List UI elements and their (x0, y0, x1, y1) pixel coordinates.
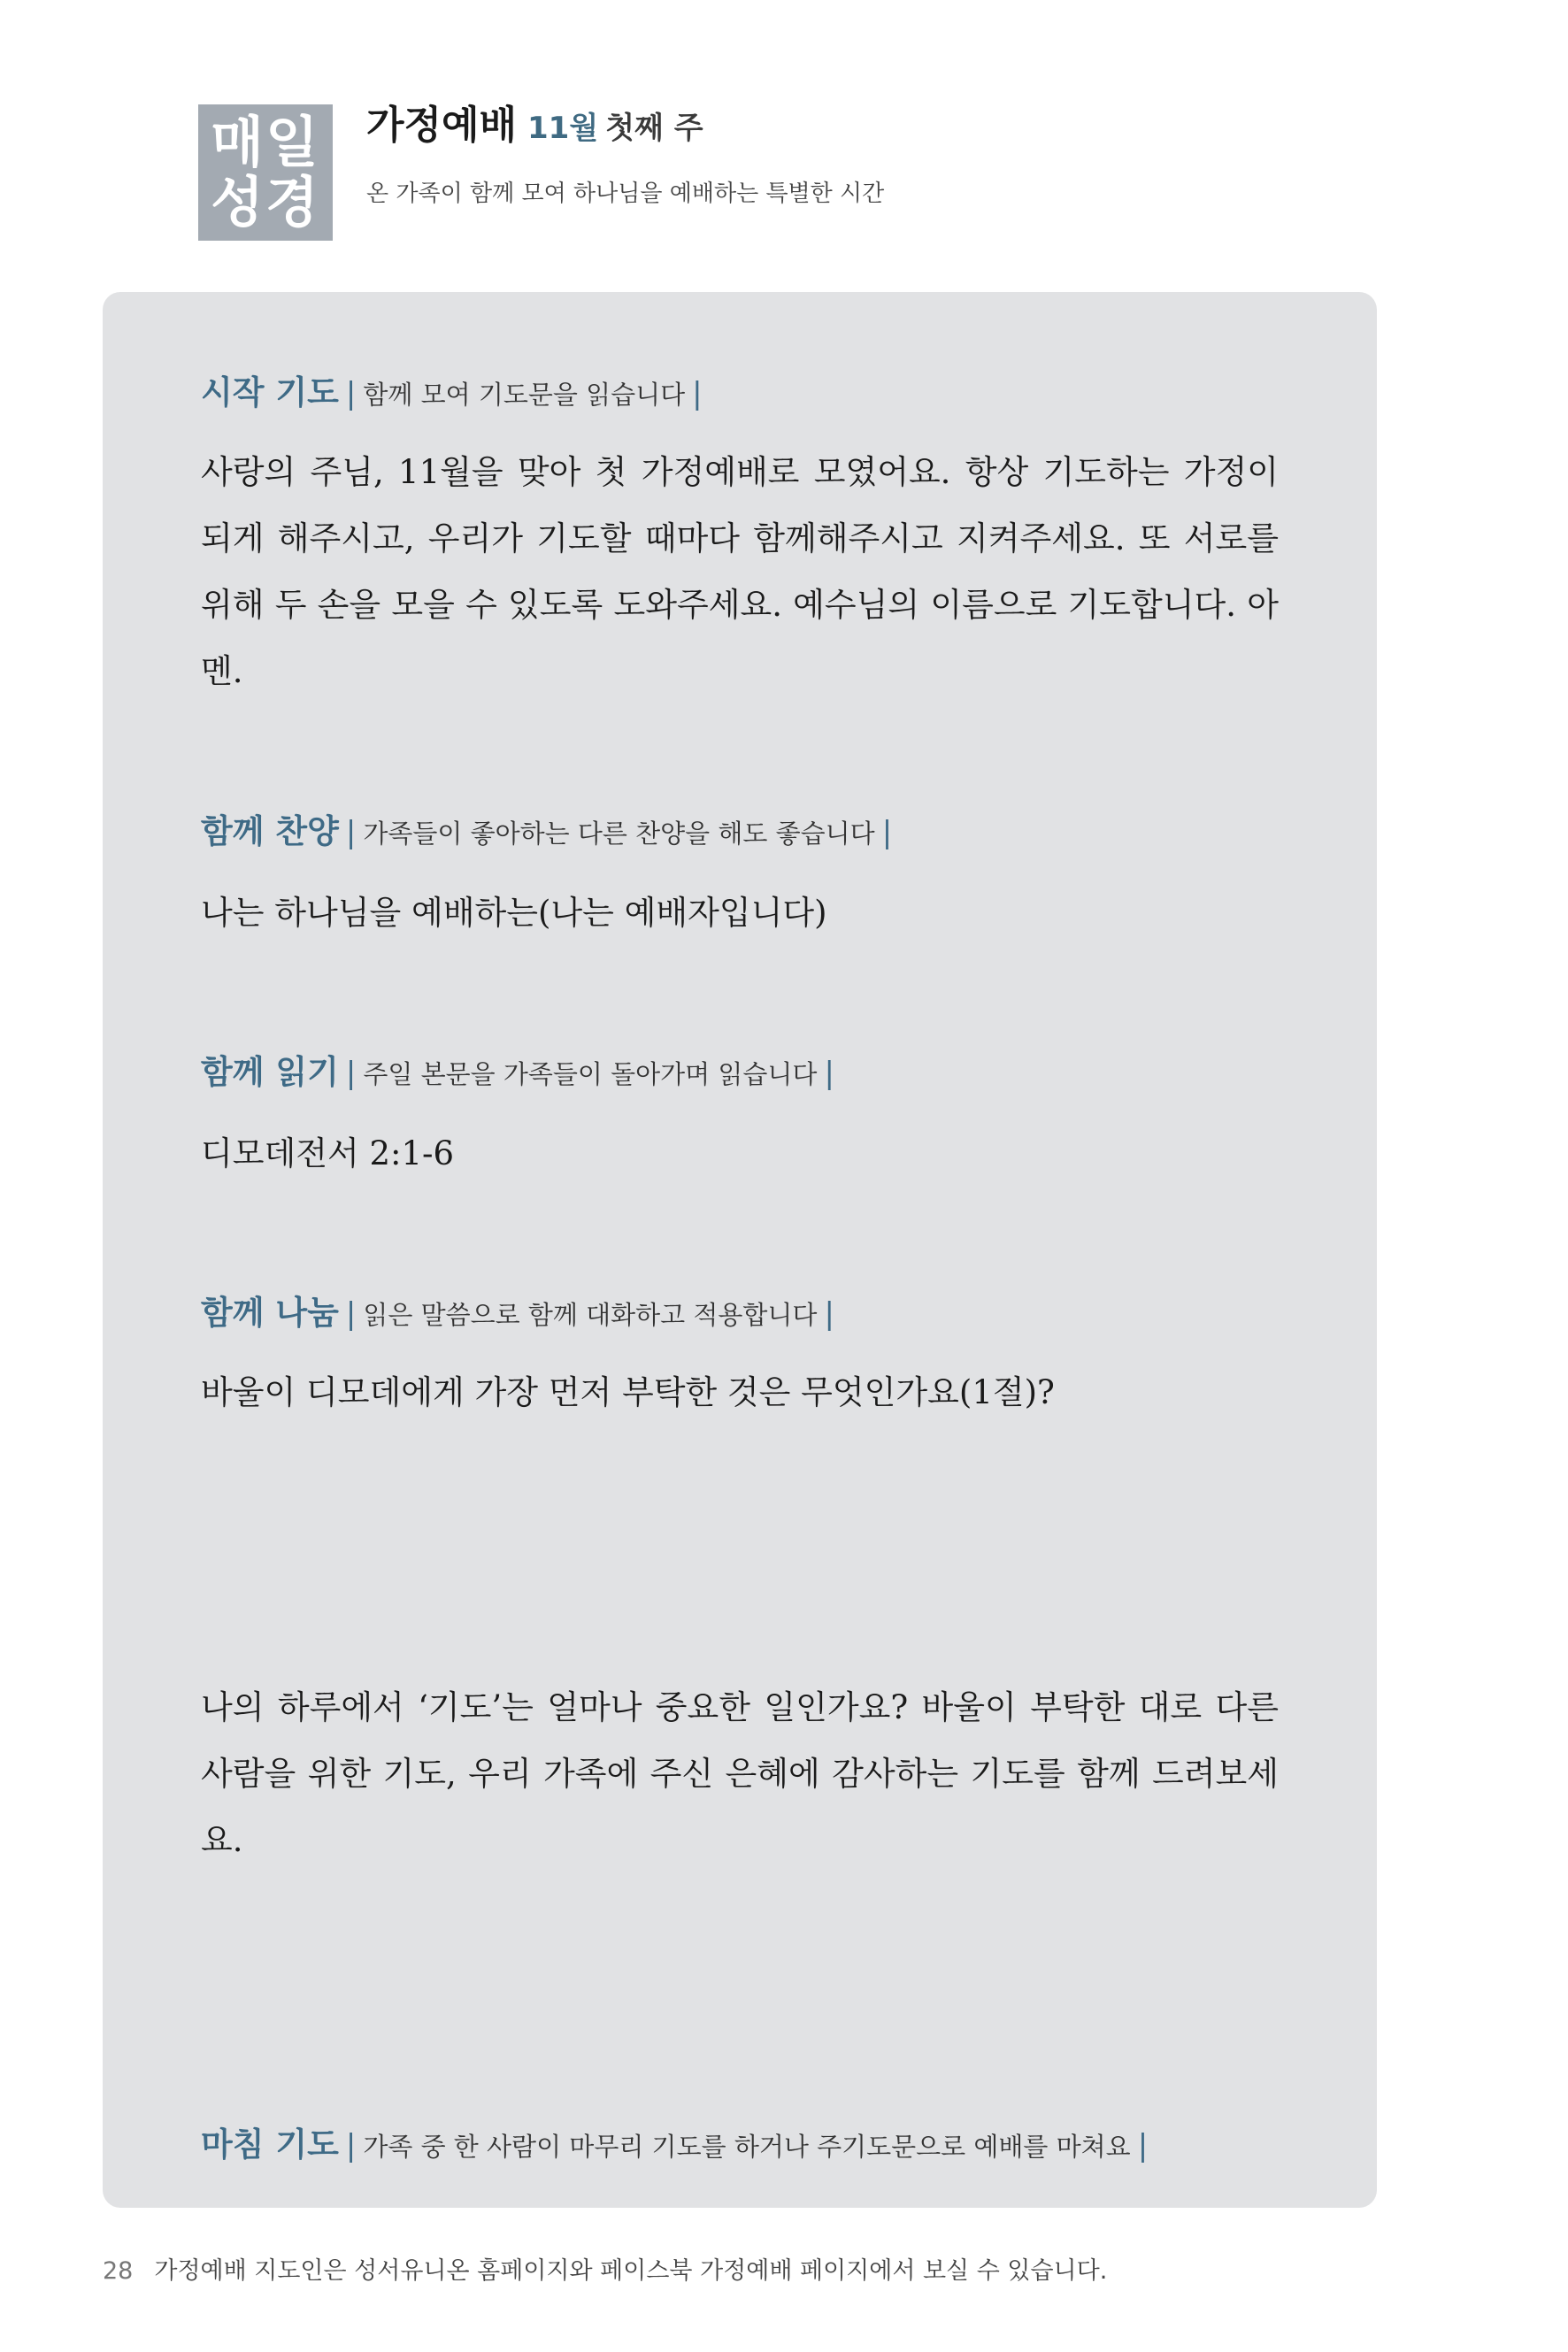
logo-line-1: 매일 (211, 110, 320, 174)
reading-heading (201, 1049, 842, 1102)
start-prayer-text: 사랑의 주님, 11월을 맞아 첫 가정예배로 모였어요. 항상 기도하는 가정이 되게 해주시고, 우리가 기도할 때마다 함께해주시고 지켜주세요. 또 서로를 위해 두 손을 모을 수 있도록 도와주세요. 예수님의 이름으로 기도합니다. 아멘. (201, 453, 1279, 690)
closing-prayer-heading (201, 2122, 1155, 2174)
divider: | (692, 376, 703, 411)
praise-desc: 가족들이 좋아하는 다른 찬양을 해도 좋습니다 (363, 819, 875, 849)
divider: | (345, 1296, 357, 1332)
divider: | (345, 815, 357, 850)
sharing-question-2: 나의 하루에서 ‘기도’는 얼마나 중요한 일인가요? 바울이 부탁한 대로 다른 사람을 위한 기도, 우리 가족에 주신 은혜에 감사하는 기도를 함께 드려보세요. (201, 1688, 1279, 1859)
closing-prayer-title: 마침 기도 (201, 2125, 339, 2164)
scripture-reference: 디모데전서 2:1-6 (201, 1134, 455, 1172)
title-main: 가정예배 (366, 103, 518, 148)
praise-heading (201, 809, 899, 861)
divider: | (824, 1296, 834, 1332)
sharing-question-1: 바울이 디모데에게 가장 먼저 부탁한 것은 무엇인가요(1절)? (201, 1373, 1055, 1411)
start-prayer-title: 시작 기도 (201, 373, 339, 411)
start-prayer-desc: 함께 모여 기도문을 읽습니다 (363, 380, 686, 410)
logo-line-2: 성경 (211, 170, 320, 234)
sharing-heading (201, 1290, 842, 1342)
page-title (366, 99, 703, 160)
divider: | (345, 1056, 357, 1091)
footer-note: 가정예배 지도인은 성서유니온 홈페이지와 페이스북 가정예배 페이지에서 보실 수 있습니다. (154, 2257, 1108, 2285)
page-number: 28 (103, 2257, 134, 2285)
divider: | (1137, 2128, 1149, 2164)
sharing-desc: 읽은 말씀으로 함께 대화하고 적용합니다 (363, 1300, 818, 1330)
page-footer (103, 2251, 1107, 2286)
maeil-seonggyeong-logo (198, 104, 333, 241)
page-subtitle: 온 가족이 함께 모여 하나님을 예배하는 특별한 시간 (366, 181, 885, 207)
closing-prayer-desc: 가족 중 한 사람이 마무리 기도를 하거나 주기도문으로 예배를 마쳐요 (363, 2132, 1131, 2162)
divider: | (824, 1056, 834, 1091)
reading-desc: 주일 본문을 가족들이 돌아가며 읽습니다 (363, 1059, 818, 1089)
divider: | (345, 2128, 357, 2164)
divider: | (881, 815, 893, 850)
start-prayer-heading (201, 370, 710, 422)
praise-title: 함께 찬양 (201, 812, 339, 850)
reading-title: 함께 읽기 (201, 1053, 339, 1091)
divider: | (345, 376, 357, 411)
title-week: 첫째 주 (605, 111, 703, 146)
title-month: 11월 (527, 111, 599, 146)
praise-song: 나는 하나님을 예배하는(나는 예배자입니다) (201, 894, 827, 932)
sharing-title: 함께 나눔 (201, 1294, 339, 1332)
